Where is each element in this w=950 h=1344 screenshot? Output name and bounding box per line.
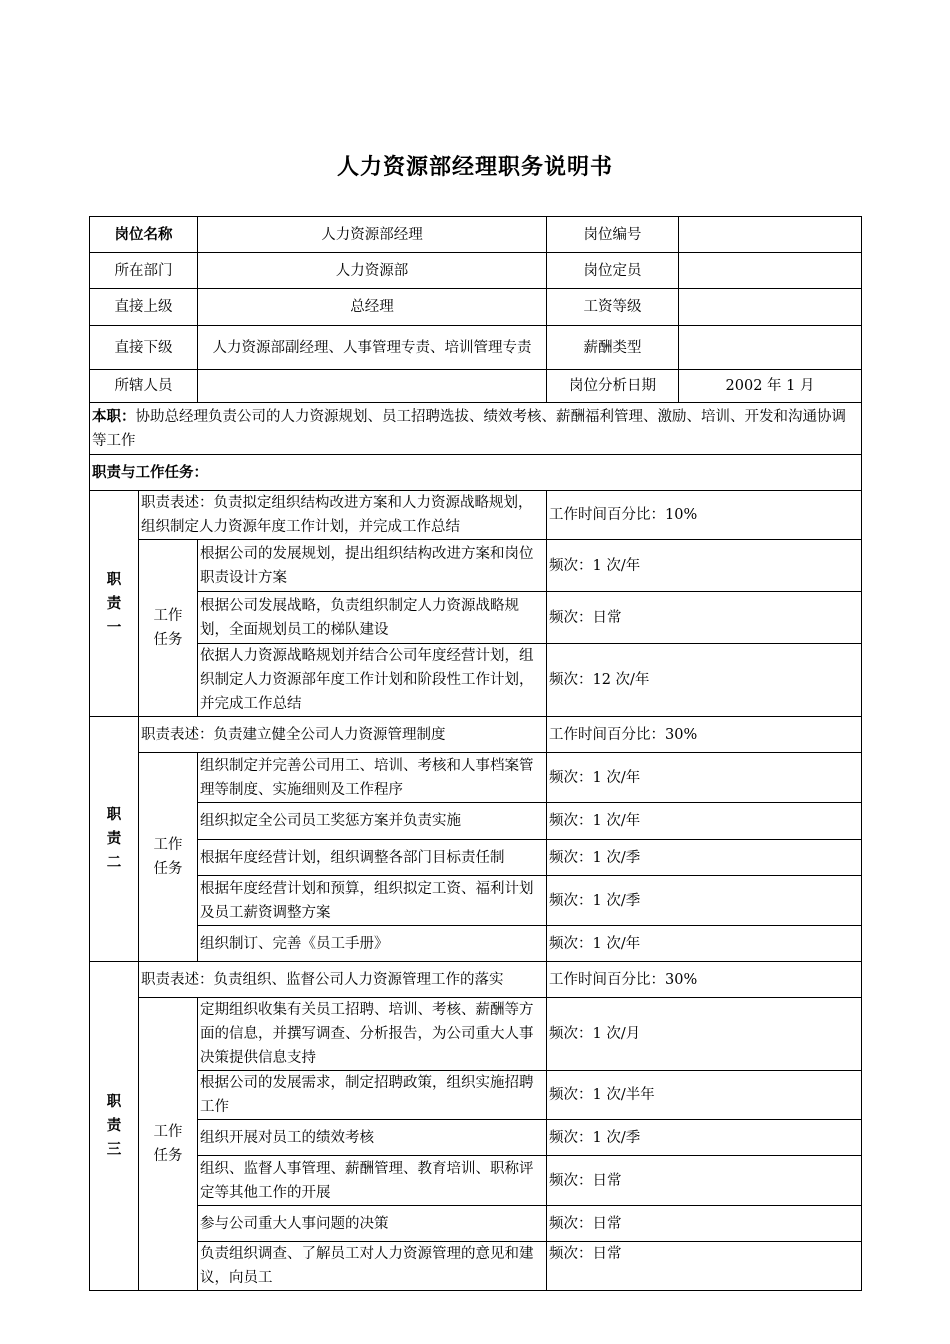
task-row <box>90 1206 862 1242</box>
header-label: 所在部门 <box>90 253 198 289</box>
task-frequency: 频次：1 次/半年 <box>547 1071 862 1120</box>
task-frequency: 频次：1 次/年 <box>547 540 862 592</box>
header-row <box>90 326 862 370</box>
header-value2: 2002 年 1 月 <box>679 370 862 403</box>
section-heading: 职责与工作任务： <box>90 455 862 491</box>
header-value: 人力资源部经理 <box>198 217 547 253</box>
task-text: 根据公司的发展需求，制定招聘政策，组织实施招聘工作 <box>198 1071 547 1120</box>
header-value2 <box>679 217 862 253</box>
task-frequency: 频次：1 次/季 <box>547 1120 862 1156</box>
duty-summary-text: 协助总经理负责公司的人力资源规划、员工招聘选拔、绩效考核、薪酬福利管理、激励、培训、开发和沟通协调等工作 <box>92 408 846 449</box>
header-value: 人力资源部副经理、人事管理专责、培训管理专责 <box>198 326 547 370</box>
task-text: 依据人力资源战略规划并结合公司年度经营计划，组织制定人力资源部年度工作计划和阶段性工作计划，并完成工作总结 <box>198 644 547 717</box>
task-frequency: 频次：日常 <box>547 1242 862 1291</box>
task-row <box>90 540 862 592</box>
header-value: 人力资源部 <box>198 253 547 289</box>
task-frequency: 频次：1 次/年 <box>547 803 862 840</box>
task-text: 组织开展对员工的绩效考核 <box>198 1120 547 1156</box>
task-frequency: 频次：1 次/年 <box>547 926 862 962</box>
duty-name: 职 责 二 <box>90 717 139 962</box>
task-frequency: 频次：日常 <box>547 592 862 644</box>
document-title: 人力资源部经理职务说明书 <box>336 155 613 180</box>
task-frequency: 频次：1 次/年 <box>547 753 862 803</box>
header-row <box>90 253 862 289</box>
duty-time-percent: 工作时间百分比：30% <box>547 717 862 753</box>
duty-statement: 职责表述：负责拟定组织结构改进方案和人力资源战略规划，组织制定人力资源年度工作计划，并完成工作总结 <box>139 491 547 540</box>
task-row <box>90 753 862 803</box>
header-value2 <box>679 289 862 326</box>
task-row <box>90 1242 862 1291</box>
header-label: 岗位名称 <box>90 217 198 253</box>
task-label: 工作 任务 <box>139 998 198 1291</box>
task-row <box>90 644 862 717</box>
header-value <box>198 370 547 403</box>
task-row <box>90 876 862 926</box>
header-label2: 工资等级 <box>547 289 679 326</box>
duty-summary-row <box>90 403 862 455</box>
duty-time-percent: 工作时间百分比：30% <box>547 962 862 998</box>
header-label: 所辖人员 <box>90 370 198 403</box>
header-value: 总经理 <box>198 289 547 326</box>
task-text: 组织拟定全公司员工奖惩方案并负责实施 <box>198 803 547 840</box>
header-row <box>90 370 862 403</box>
duty-summary <box>90 403 862 455</box>
duty-statement-row <box>90 491 862 540</box>
task-row <box>90 840 862 876</box>
header-label: 直接下级 <box>90 326 198 370</box>
duty-time-percent: 工作时间百分比：10% <box>547 491 862 540</box>
section-heading-row <box>90 455 862 491</box>
task-frequency: 频次：日常 <box>547 1206 862 1242</box>
task-row <box>90 1156 862 1206</box>
task-row <box>90 926 862 962</box>
task-text: 参与公司重大人事问题的决策 <box>198 1206 547 1242</box>
task-label: 工作 任务 <box>139 540 198 717</box>
task-frequency: 频次：1 次/季 <box>547 876 862 926</box>
task-text: 根据年度经营计划和预算，组织拟定工资、福利计划及员工薪资调整方案 <box>198 876 547 926</box>
task-row <box>90 592 862 644</box>
task-row <box>90 1120 862 1156</box>
header-value2 <box>679 253 862 289</box>
task-text: 组织制定并完善公司用工、培训、考核和人事档案管理等制度、实施细则及工作程序 <box>198 753 547 803</box>
task-frequency: 频次：1 次/月 <box>547 998 862 1071</box>
task-text: 根据公司的发展规划，提出组织结构改进方案和岗位职责设计方案 <box>198 540 547 592</box>
header-label2: 岗位定员 <box>547 253 679 289</box>
duty-statement: 职责表述：负责组织、监督公司人力资源管理工作的落实 <box>139 962 547 998</box>
duty-name: 职 责 一 <box>90 491 139 717</box>
job-description-table <box>89 216 862 1291</box>
task-text: 组织制订、完善《员工手册》 <box>198 926 547 962</box>
task-row <box>90 1071 862 1120</box>
header-label2: 岗位分析日期 <box>547 370 679 403</box>
header-row <box>90 217 862 253</box>
task-label: 工作 任务 <box>139 753 198 962</box>
header-row <box>90 289 862 326</box>
duty-summary-label: 本职： <box>92 408 136 425</box>
header-label: 直接上级 <box>90 289 198 326</box>
duty-statement-row <box>90 717 862 753</box>
task-row <box>90 998 862 1071</box>
duty-statement: 职责表述：负责建立健全公司人力资源管理制度 <box>139 717 547 753</box>
task-text: 定期组织收集有关员工招聘、培训、考核、薪酬等方面的信息，并撰写调查、分析报告，为公司重大人事决策提供信息支持 <box>198 998 547 1071</box>
header-value2 <box>679 326 862 370</box>
task-text: 根据公司发展战略，负责组织制定人力资源战略规划，全面规划员工的梯队建设 <box>198 592 547 644</box>
header-label2: 薪酬类型 <box>547 326 679 370</box>
duty-statement-row <box>90 962 862 998</box>
task-text: 组织、监督人事管理、薪酬管理、教育培训、职称评定等其他工作的开展 <box>198 1156 547 1206</box>
task-frequency: 频次：日常 <box>547 1156 862 1206</box>
task-frequency: 频次：12 次/年 <box>547 644 862 717</box>
duty-name: 职 责 三 <box>90 962 139 1291</box>
task-frequency: 频次：1 次/季 <box>547 840 862 876</box>
task-text: 负责组织调查、了解员工对人力资源管理的意见和建议，向员工 <box>198 1242 547 1291</box>
task-text: 根据年度经营计划，组织调整各部门目标责任制 <box>198 840 547 876</box>
header-label2: 岗位编号 <box>547 217 679 253</box>
task-row <box>90 803 862 840</box>
